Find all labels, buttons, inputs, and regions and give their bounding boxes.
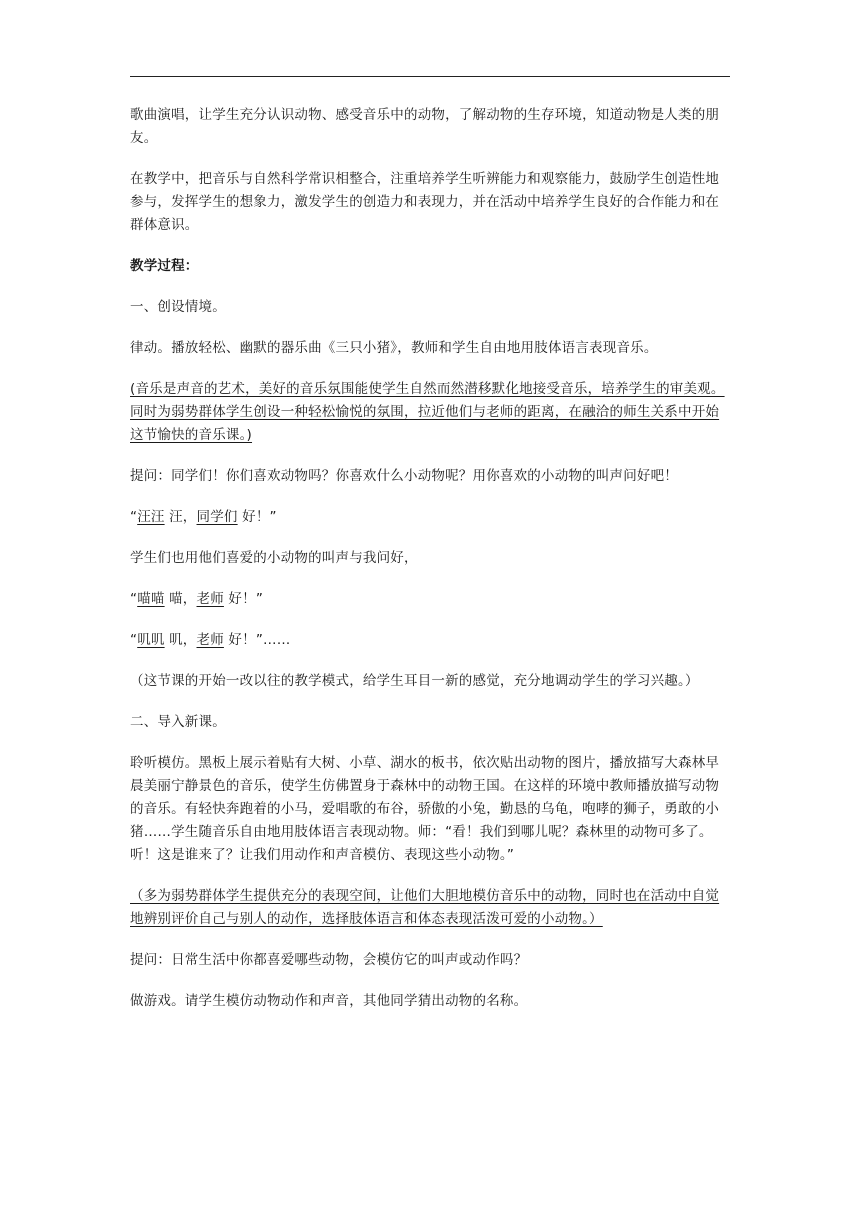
sound-tail: 叽， (164, 632, 197, 648)
section1-heading: 一、创设情境。 (130, 299, 226, 315)
document-body (130, 104, 730, 1031)
note2-paragraph: （这节课的开始一改以往的教学模式，给学生耳目一新的感觉，充分地调动学生的学习兴趣。） (130, 673, 699, 689)
greeting-line-1 (130, 506, 730, 529)
animal-sound: 叽叽 (137, 632, 165, 648)
game-paragraph: 做游戏。请学生模仿动物动作和声音，其他同学猜出动物的名称。 (130, 993, 528, 1009)
process-heading: 教学过程： (130, 258, 199, 274)
rhythm-paragraph: 律动。播放轻松、幽默的器乐曲《三只小猪》，教师和学生自由地用肢体语言表现音乐。 (130, 340, 658, 356)
greeting-end: 好！”…… (223, 632, 291, 648)
greeting-end: 好！” (223, 591, 264, 607)
quote-open: “ (130, 632, 138, 648)
addressee: 同学们 (196, 509, 238, 525)
question2-paragraph: 提问：日常生活中你都喜爱哪些动物，会模仿它的叫声或动作吗？ (130, 952, 528, 968)
imitate-paragraph: 聆听模仿。黑板上展示着贴有大树、小草、湖水的板书，依次贴出动物的图片，播放描写大森林早晨美丽宁静景色的音乐，使学生仿佛置身于森林中的动物王国。在这样的环境中教师播放描写动物的音乐。有轻快奔跑着的小马，爱唱歌的布谷，骄傲的小兔，勤恳的乌龟，咆哮的狮子，勇敢的小猪……学生随音乐自由地用肢体语言表现动物。师：“看！我们到哪儿呢？森林里的动物可多了。听！这是谁来了？让我们用动作和声音模仿、表现这些小动物。” (130, 755, 720, 863)
sound-tail: 喵， (164, 591, 197, 607)
section2-heading: 二、导入新课。 (130, 714, 226, 730)
greeting-line-3 (130, 629, 730, 652)
greeting-line-2 (130, 588, 730, 611)
quote-open: “ (130, 509, 138, 525)
intro-paragraph: 歌曲演唱，让学生充分认识动物、感受音乐中的动物，了解动物的生存环境，知道动物是人类的朋友。 (130, 107, 720, 146)
addressee: 老师 (196, 632, 224, 648)
addressee: 老师 (196, 591, 224, 607)
note3-paragraph: （多为弱势群体学生提供充分的表现空间，让他们大胆地模仿音乐中的动物，同时也在活动中自觉地辨别评价自己与别人的动作，选择肢体语言和体态表现活泼可爱的小动物。） (130, 888, 720, 927)
students-reply-paragraph: 学生们也用他们喜爱的小动物的叫声与我问好， (130, 550, 418, 566)
note1-paragraph: (音乐是声音的艺术，美好的音乐氛围能使学生自然而然潜移默化地接受音乐，培养学生的审美观。同时为弱势群体学生创设一种轻松愉悦的氛围，拉近他们与老师的距离，在融洽的师生关系中开始这节愉快的音乐课。) (130, 381, 725, 443)
animal-sound: 汪汪 (137, 509, 165, 525)
sound-tail: 汪， (164, 509, 197, 525)
quote-open: “ (130, 591, 138, 607)
integration-paragraph: 在教学中，把音乐与自然科学常识相整合，注重培养学生听辨能力和观察能力，鼓励学生创造性地参与，发挥学生的想象力，激发学生的创造力和表现力，并在活动中培养学生良好的合作能力和在群体意识。 (130, 171, 720, 233)
greeting-end: 好！” (237, 509, 277, 525)
question1-paragraph: 提问：同学们！你们喜欢动物吗？你喜欢什么小动物呢？用你喜欢的小动物的叫声问好吧！ (130, 468, 678, 484)
header-rule (130, 76, 730, 77)
animal-sound: 喵喵 (137, 591, 165, 607)
